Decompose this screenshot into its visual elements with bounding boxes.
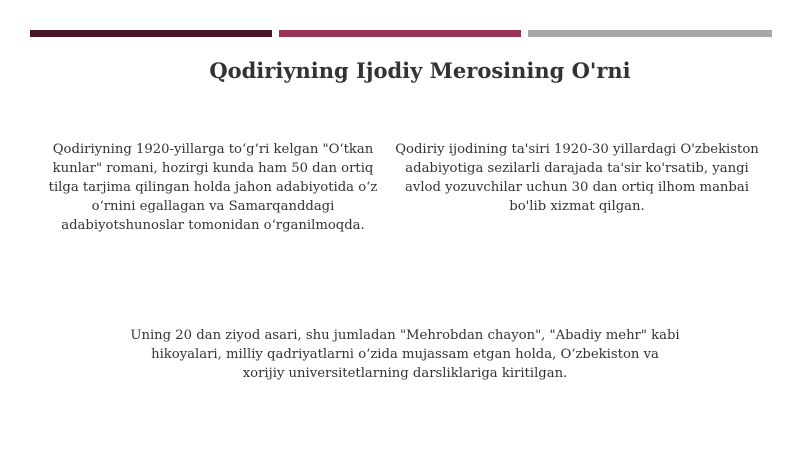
slide-title: Qodiriyning Ijodiy Merosining O'rni (209, 58, 631, 83)
header-bar-dark (30, 30, 272, 37)
header-bar-gray (528, 30, 772, 37)
paragraph-left: Qodiriyning 1920-yillarga to‘g‘ri kelgan "O‘tkan kunlar" romani, hozirgi kunda ham 50 dan ortiq tilga tarjima qilingan holda jahon adabiyotida o‘z o‘rnini egallagan va Samarqanddagi adabiyotshunoslar tomonidan o‘rganilmoqda. (48, 142, 378, 233)
paragraph-bottom: Uning 20 dan ziyod asari, shu jumladan "Mehrobdan chayon", "Abadiy mehr" kabi hikoyalari, milliy qadriyatlarni o‘zida mujassam etgan holda, O‘zbekiston va xorijiy universitetlarning darsliklariga kiritilgan. (130, 328, 680, 381)
paragraph-right: Qodiriy ijodining ta'siri 1920-30 yillardagi O'zbekiston adabiyotiga sezilarli darajada ta'sir ko'rsatib, yangi avlod yozuvchilar uchun 30 dan ortiq ilhom manbai bo'lib xizmat qilgan. (395, 142, 759, 214)
header-bar-magenta (279, 30, 521, 37)
